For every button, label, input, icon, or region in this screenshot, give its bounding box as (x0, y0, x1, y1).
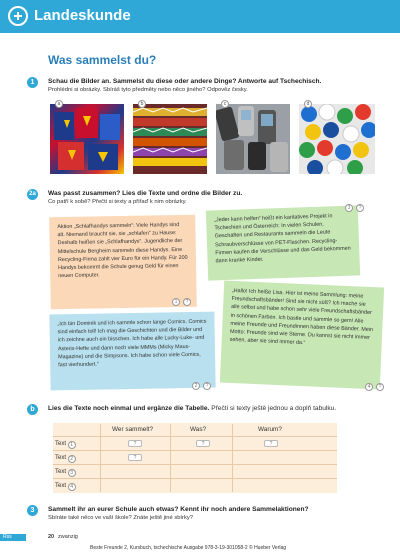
task-subtitle: Prohlédni si obrázky. Sbíráš tyto předměty nebo něco jiného? Odpověz česky. (48, 87, 248, 93)
table-row (55, 482, 76, 490)
table-row-line (53, 450, 337, 451)
page-number: 20 (48, 534, 55, 540)
photo-label: d (304, 100, 312, 108)
task-subtitle: Sbíráte také něco ve vaší škole? Znáte ještě jiné sbírky? (48, 515, 193, 521)
task-question (48, 405, 336, 412)
text-number: 1 (172, 298, 180, 306)
answer-slot[interactable]: ? (128, 440, 142, 447)
header-bar (0, 0, 400, 33)
text-number: 4 (365, 383, 373, 391)
photo-label: c (221, 100, 229, 108)
row-number: 1 (68, 441, 76, 449)
page-number-word: zwanzig (58, 534, 78, 540)
photo-label: b (138, 100, 146, 108)
page-title: Was sammelst du? (48, 53, 157, 67)
task-subtitle: Co patří k sobě? Přečti si texty a přiřaď k nim obrázky. (48, 199, 187, 205)
row-number: 3 (68, 469, 76, 477)
answer-table (53, 423, 337, 493)
footer-tag-text: Rss (3, 534, 12, 540)
task-subtitle: Přečti si texty ještě jednou a doplň tabulku. (211, 405, 337, 412)
comics-image (50, 104, 124, 174)
task-question-text: Lies die Texte noch einmal und ergänze die Tabelle. (48, 405, 210, 412)
header-title: Landeskunde (34, 7, 131, 24)
text-number: 3 (345, 204, 353, 212)
bracelets-image (133, 104, 207, 174)
row-label: Text (55, 441, 67, 447)
answer-slot[interactable]: ? (196, 440, 210, 447)
row-label: Text (55, 483, 67, 489)
card-text: „Ich bin Dominik und ich sammle schon lange Comics. Comics sind einfach toll! Ich mag die Geschichten und die Bilder und ich zeichne auch ein bisschen. Ich habe alle Lucky-Luke- und Asterix-Hefte und dann noch viele MMMs (Micky Maus-Magazine) und die Simpsons. Ich habe schon viele Comics, fast vierhundert.“ (57, 318, 207, 369)
card-text: „Jeder kann helfen“ heißt ein karitatives Projekt in Tschechien und Österreich: In vielen Schulen, Geschäften und Restaurants sammeln die Leute Schraubverschlüsse von PET-Flaschen. Recycling-Firmen kaufen die Verschlüsse und das Geld bekommen dann kranke Kinder. (214, 213, 351, 265)
text-card (49, 215, 197, 310)
answer-slot[interactable]: ? (376, 383, 384, 391)
task-number: 3 (27, 505, 38, 516)
book-credit: Beste Freunde 2, Kursbuch, tschechische Ausgabe 978-3-19-301058-2 © Hueber Verlag (90, 545, 287, 551)
text-card (206, 205, 360, 280)
answer-slot[interactable]: ? (203, 382, 211, 390)
phones-image (216, 104, 290, 174)
task-question: Was passt zusammen? Lies die Texte und ordne die Bilder zu. (48, 190, 243, 197)
table-row-line (53, 464, 337, 465)
plus-circle-icon (8, 6, 28, 26)
card-text: „Hallo! Ich heiße Lisa. Hier ist meine Sammlung: meine Freundschaftsbänder! Sind sie nicht süß? Ich mache sie alle selbst und habe schon sehr viele Freundschaftsbänder in schönen Farben. Ich bastle und sammle so gern! Alle meine Freunde und Freundinnen haben diese Bänder. Mein Motto: Freunde sind wie Sterne. Du kannst sie nicht immer sehen, aber sie sind immer da.“ (229, 287, 374, 347)
answer-slot[interactable]: ? (128, 454, 142, 461)
table-divider (170, 424, 171, 492)
bottle-caps-image (299, 104, 375, 174)
card-text: Aktion „Schlafhandys sammeln“: Viele Handys sind alt. Niemand braucht sie, sie „schlafen“ zu Hause: Deshalb heißen sie „Schlafhandys“. Jugendliche der Mittelschule Bergheim sammeln diese Handys. Eine Recycling-Firma zahlt vier Euro für ein Handy. Für 200 Handys bekommt die Schule genug Geld für einen neuen Computer. (57, 222, 188, 280)
bracelets-photo (133, 104, 207, 174)
answer-slot[interactable]: ? (264, 440, 278, 447)
row-label: Text (55, 469, 67, 475)
task-number: b (27, 404, 38, 415)
column-header: Warum? (258, 426, 282, 433)
table-row (55, 468, 76, 476)
table-row (55, 440, 76, 448)
row-number: 2 (68, 455, 76, 463)
column-header: Was? (190, 426, 207, 433)
table-row (55, 454, 76, 462)
task-question: Sammelt ihr an eurer Schule auch etwas? Kennt ihr noch andere Sammelaktionen? (48, 506, 309, 513)
task-number: 1 (27, 77, 38, 88)
answer-slot[interactable]: ? (356, 204, 364, 212)
text-card (49, 312, 215, 391)
table-row-line (53, 436, 337, 437)
comics-photo (50, 104, 124, 174)
text-card (220, 281, 384, 390)
phones-photo (216, 104, 290, 174)
row-number: 4 (68, 483, 76, 491)
text-number: 2 (192, 382, 200, 390)
table-row-line (53, 478, 337, 479)
bottle-caps-photo (299, 104, 375, 174)
answer-slot[interactable]: ? (183, 298, 191, 306)
photo-label: a (55, 100, 63, 108)
column-header: Wer sammelt? (112, 426, 154, 433)
task-question: Schau die Bilder an. Sammelst du diese oder andere Dinge? Antworte auf Tschechisch. (48, 78, 322, 85)
footer-tag (0, 534, 26, 541)
table-divider (232, 424, 233, 492)
row-label: Text (55, 455, 67, 461)
table-divider (100, 424, 101, 492)
task-number: 2a (27, 189, 38, 200)
